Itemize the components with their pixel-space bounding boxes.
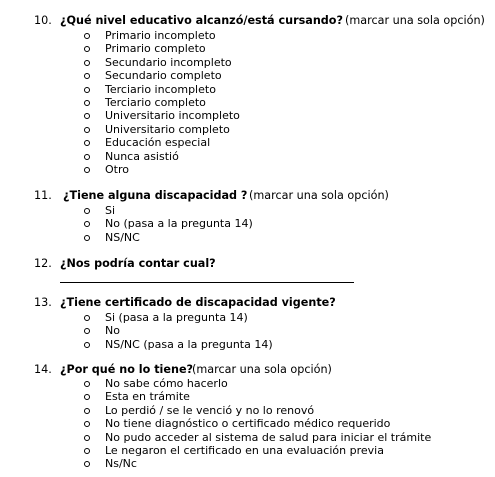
option-label: Lo perdió / se le venció y no lo renovó — [105, 403, 315, 417]
option-label: Esta en trámite — [105, 390, 190, 404]
radio-bullet-icon[interactable] — [84, 421, 90, 427]
radio-bullet-icon[interactable] — [84, 208, 90, 214]
question-number: 10. — [34, 14, 52, 27]
radio-bullet-icon[interactable] — [84, 408, 90, 414]
radio-bullet-icon[interactable] — [84, 127, 90, 133]
option-label: Secundario completo — [105, 69, 222, 83]
option-label: Nunca asistió — [105, 149, 179, 163]
option-label: NS/NC (pasa a la pregunta 14) — [105, 337, 273, 351]
question-number: 13. — [34, 296, 52, 309]
radio-bullet-icon[interactable] — [84, 394, 90, 400]
radio-bullet-icon[interactable] — [84, 60, 90, 66]
option-label: Ns/Nc — [105, 457, 137, 471]
option-label: No sabe cómo hacerlo — [105, 377, 228, 390]
radio-bullet-icon[interactable] — [84, 461, 90, 467]
option-label: Terciario completo — [105, 96, 206, 109]
answer-line[interactable] — [60, 282, 354, 283]
question-number: 14. — [34, 363, 52, 376]
radio-bullet-icon[interactable] — [84, 167, 90, 173]
option-label: Otro — [105, 163, 129, 176]
question-instruction: (marcar una sola opción) — [345, 14, 485, 27]
question-number: 11. — [34, 189, 52, 202]
radio-bullet-icon[interactable] — [84, 46, 90, 52]
radio-bullet-icon[interactable] — [84, 113, 90, 119]
question-title: ¿Nos podría contar cual? — [60, 257, 216, 270]
radio-bullet-icon[interactable] — [84, 140, 90, 146]
option-label: No — [105, 324, 120, 338]
option-label: Si — [105, 204, 116, 217]
radio-bullet-icon[interactable] — [84, 342, 90, 348]
option-label: Primario incompleto — [105, 29, 216, 42]
radio-bullet-icon[interactable] — [84, 87, 90, 93]
option-label: Universitario incompleto — [105, 109, 240, 123]
radio-bullet-icon[interactable] — [84, 73, 90, 79]
radio-bullet-icon[interactable] — [84, 381, 90, 387]
question-title: ¿Qué nivel educativo alcanzó/está cursando? — [60, 14, 343, 27]
option-label: Universitario completo — [105, 122, 230, 136]
radio-bullet-icon[interactable] — [84, 235, 90, 241]
radio-bullet-icon[interactable] — [84, 448, 90, 454]
radio-bullet-icon[interactable] — [84, 328, 90, 334]
radio-bullet-icon[interactable] — [84, 221, 90, 227]
question-title: ¿Tiene certificado de discapacidad vigente? — [60, 296, 336, 309]
question-number: 12. — [34, 257, 52, 270]
option-label: No (pasa a la pregunta 14) — [105, 217, 253, 231]
option-label: Educación especial — [105, 136, 211, 150]
option-label: No pudo acceder al sistema de salud para iniciar el trámite — [105, 430, 432, 444]
option-label: Le negaron el certificado en una evaluación previa — [105, 444, 384, 457]
option-label: NS/NC — [105, 230, 140, 244]
option-label: No tiene diagnóstico o certificado médico requerido — [105, 417, 391, 431]
radio-bullet-icon[interactable] — [84, 315, 90, 321]
question-instruction: (marcar una sola opción) — [249, 189, 389, 202]
option-label: Secundario incompleto — [105, 55, 232, 69]
question-title: ¿Por qué no lo tiene? — [60, 363, 194, 376]
question-title: ¿Tiene alguna discapacidad ? — [63, 189, 248, 202]
radio-bullet-icon[interactable] — [84, 154, 90, 160]
question-instruction: (marcar una sola opción) — [192, 363, 332, 376]
option-label: Terciario incompleto — [105, 82, 216, 96]
option-label: Primario completo — [105, 42, 206, 56]
radio-bullet-icon[interactable] — [84, 100, 90, 106]
radio-bullet-icon[interactable] — [84, 435, 90, 441]
radio-bullet-icon[interactable] — [84, 33, 90, 39]
option-label: Si (pasa a la pregunta 14) — [105, 311, 248, 324]
